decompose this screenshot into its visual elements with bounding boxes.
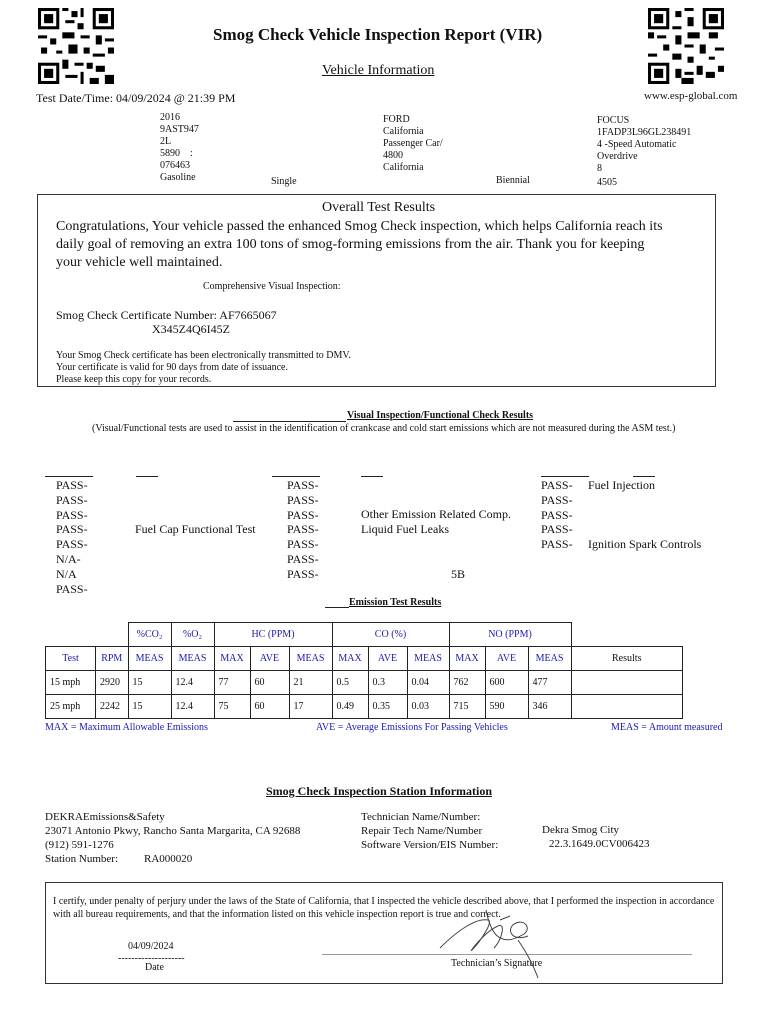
vehicle-code: 4505 [597, 177, 617, 188]
legend-ave: AVE = Average Emissions For Passing Vehicles [316, 722, 508, 733]
co-header: CO (%) [332, 623, 449, 647]
liquid-fuel-leaks-label: Liquid Fuel Leaks [361, 522, 449, 536]
station-info-heading: Smog Check Inspection Station Information [266, 784, 493, 798]
ignition-spark-label: Ignition Spark Controls [588, 537, 702, 551]
co2-meas-header: MEAS [128, 647, 171, 671]
certification-text: I certify, under penalty of perjury under the laws of the State of California, that I inspected the vehicle described above, that I performed the inspection in accordance with all bureau requirements, and that the information listed on this vehicle inspection report is true and correct. [53, 896, 715, 920]
column-rule [361, 476, 383, 477]
visual-results-col-3: PASS- PASS- PASS- PASS- PASS- [541, 478, 573, 552]
co-max-header: MAX [332, 647, 368, 671]
table-row: 15 mph 2920 15 12.4 77 60 21 0.5 0.3 0.04 762 600 477 [46, 671, 683, 695]
code-5b: 5B [451, 567, 466, 581]
no-header: NO (PPM) [449, 623, 571, 647]
technician-signature [428, 890, 548, 980]
no-meas-header: MEAS [528, 647, 571, 671]
emission-results-heading: Emission Test Results [349, 597, 442, 608]
emission-results-table [45, 622, 683, 719]
o2-header: %O₂ [171, 623, 214, 647]
co-meas-header: MEAS [407, 647, 449, 671]
vehicle-col-3: FOCUS 1FADP3L96GL238491 4 -Speed Automatic Overdrive 8 [597, 115, 692, 174]
software-version-value: 22.3.1649.0CV006423 [549, 838, 650, 850]
o2-meas-header: MEAS [171, 647, 214, 671]
pass-message: Congratulations, Your vehicle passed the enhanced Smog Check inspection, which helps California reach its daily goal of removing an extra 100 tons of smog-forming emissions from the air. Thank you for keeping your vehicle well maintained. [56, 219, 663, 270]
visual-inspection-note: (Visual/Functional tests are used to assist in the identification of crankcase and cold start emissions which are not measured during the ASM test.) [92, 423, 676, 434]
website-link[interactable]: www.esp-global.com [644, 90, 738, 102]
co2-header: %CO₂ [128, 623, 171, 647]
overall-results-heading: Overall Test Results [322, 200, 436, 215]
inspection-cycle: Biennial [496, 175, 530, 186]
certification-date: 04/09/2024 [128, 941, 174, 952]
table-row: 25 mph 2242 15 12.4 75 60 17 0.49 0.35 0.03 715 590 346 [46, 695, 683, 719]
hc-meas-header: MEAS [289, 647, 332, 671]
column-rule [136, 476, 158, 477]
column-rule [541, 476, 589, 477]
table-header-row [46, 623, 683, 647]
hc-ave-header: AVE [250, 647, 289, 671]
hc-max-header: MAX [214, 647, 250, 671]
test-datetime: Test Date/Time: 04/09/2024 @ 21:39 PM [36, 91, 236, 105]
no-ave-header: AVE [485, 647, 528, 671]
fuel-injection-label: Fuel Injection [588, 478, 655, 492]
date-line: -------------------- [118, 953, 185, 964]
legend-max: MAX = Maximum Allowable Emissions [45, 722, 208, 733]
signature-label: Technician’s Signature [451, 958, 543, 969]
co-ave-header: AVE [368, 647, 407, 671]
rpm-header: RPM [96, 647, 129, 671]
date-label: Date [145, 962, 164, 973]
qr-code-left [38, 8, 114, 84]
certificate-number: Smog Check Certificate Number: AF7665067 [56, 308, 277, 322]
certificate-code: X345Z4Q6I45Z [152, 322, 230, 336]
technician-block: Technician Name/Number: Repair Tech Name/Number Software Version/EIS Number: [361, 811, 499, 851]
visual-inspection-heading: Visual Inspection/Functional Check Results [347, 410, 534, 421]
test-header: Test [46, 647, 96, 671]
other-emission-label: Other Emission Related Comp. [361, 507, 511, 521]
station-number: RA000020 [144, 853, 193, 865]
qr-code-right [648, 8, 724, 84]
no-max-header: MAX [449, 647, 485, 671]
heading-rule [233, 421, 346, 422]
comprehensive-visual-label: Comprehensive Visual Inspection: [203, 281, 341, 292]
station-address-block: DEKRAEmissions&Safety 23071 Antonio Pkwy, Rancho Santa Margarita, CA 92688 (912) 591-1276 Station Number: RA000020 [45, 811, 301, 865]
visual-results-col-2: PASS- PASS- PASS- PASS- PASS- PASS- PASS- [287, 478, 319, 581]
certificate-notes: Your Smog Check certificate has been electronically transmitted to DMV. Your certificate is valid for 90 days from date of issuance. Please keep this copy for your records. [56, 350, 351, 385]
heading-rule [325, 607, 349, 608]
vehicle-col-2: FORD California Passenger Car/ 4800 California [383, 114, 443, 173]
repair-tech-value: Dekra Smog City [542, 824, 619, 836]
table-subheader-row [46, 647, 683, 671]
registration-type: Single [271, 176, 297, 187]
vehicle-info-subtitle: Vehicle Information [322, 63, 435, 78]
fuel-cap-test-label: Fuel Cap Functional Test [135, 522, 256, 536]
report-title: Smog Check Vehicle Inspection Report (VIR) [213, 25, 543, 44]
column-rule [633, 476, 655, 477]
column-rule [272, 476, 320, 477]
visual-results-col-1: PASS- PASS- PASS- PASS- PASS- N/A- N/A PASS- [56, 478, 88, 596]
legend-meas: MEAS = Amount measured [611, 722, 723, 733]
results-header: Results [571, 647, 683, 671]
column-rule [45, 476, 93, 477]
vehicle-col-1: 2016 9AST947 2L 5890 : 076463 Gasoline [160, 112, 199, 183]
hc-header: HC (PPM) [214, 623, 332, 647]
